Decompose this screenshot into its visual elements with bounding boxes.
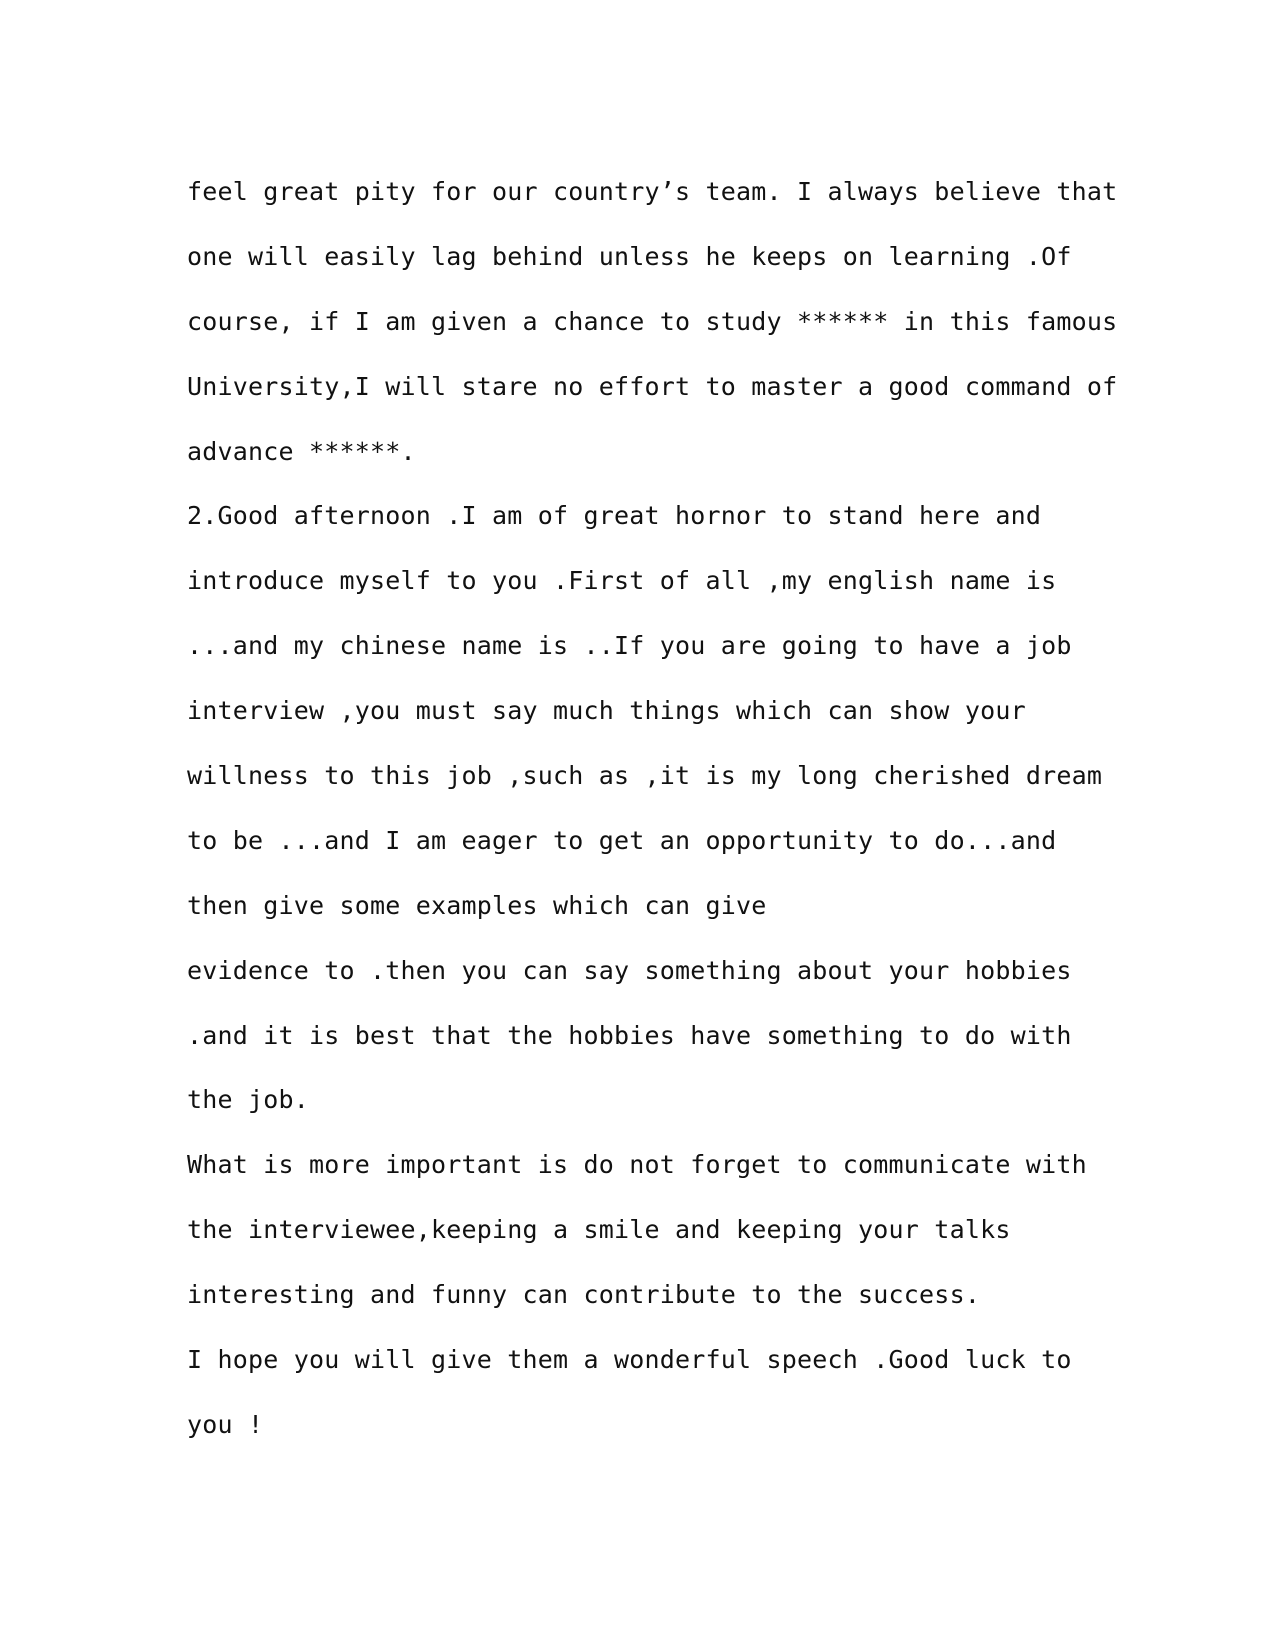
text-line: evidence to .then you can say something about your hobbies [187,955,1072,985]
text-line: to be ...and I am eager to get an opportunity to do...and [187,825,1057,855]
text-line: introduce myself to you .First of all ,my english name is [187,566,1057,596]
text-line: then give some examples which can give [187,890,767,920]
text-line: the job. [187,1085,310,1115]
text-line: .and it is best that the hobbies have something to do with [187,1020,1072,1050]
body-text [187,166,1118,1464]
text-line: you ! [187,1409,264,1439]
text-line: the interviewee,keeping a smile and keeping your talks [187,1215,1011,1245]
text-line: interview ,you must say much things which can show your [187,696,1026,726]
text-line: I hope you will give them a wonderful speech .Good luck to [187,1345,1072,1375]
text-line: interesting and funny can contribute to the success. [187,1280,981,1310]
text-line: course, if I am given a chance to study ****** in this famous [187,306,1118,336]
text-line: 2.Good afternoon .I am of great hornor to stand here and [187,501,1042,531]
text-line: feel great pity for our country’s team. I always believe that [187,177,1118,206]
text-line: University,I will stare no effort to master a good command of [187,371,1118,401]
text-line: What is more important is do not forget to communicate with [187,1150,1087,1180]
text-line: one will easily lag behind unless he keeps on learning .Of [187,241,1072,271]
text-line: willness to this job ,such as ,it is my long cherished dream [187,761,1103,791]
text-line: ...and my chinese name is ..If you are going to have a job [187,631,1072,661]
text-line: advance ******. [187,436,416,466]
